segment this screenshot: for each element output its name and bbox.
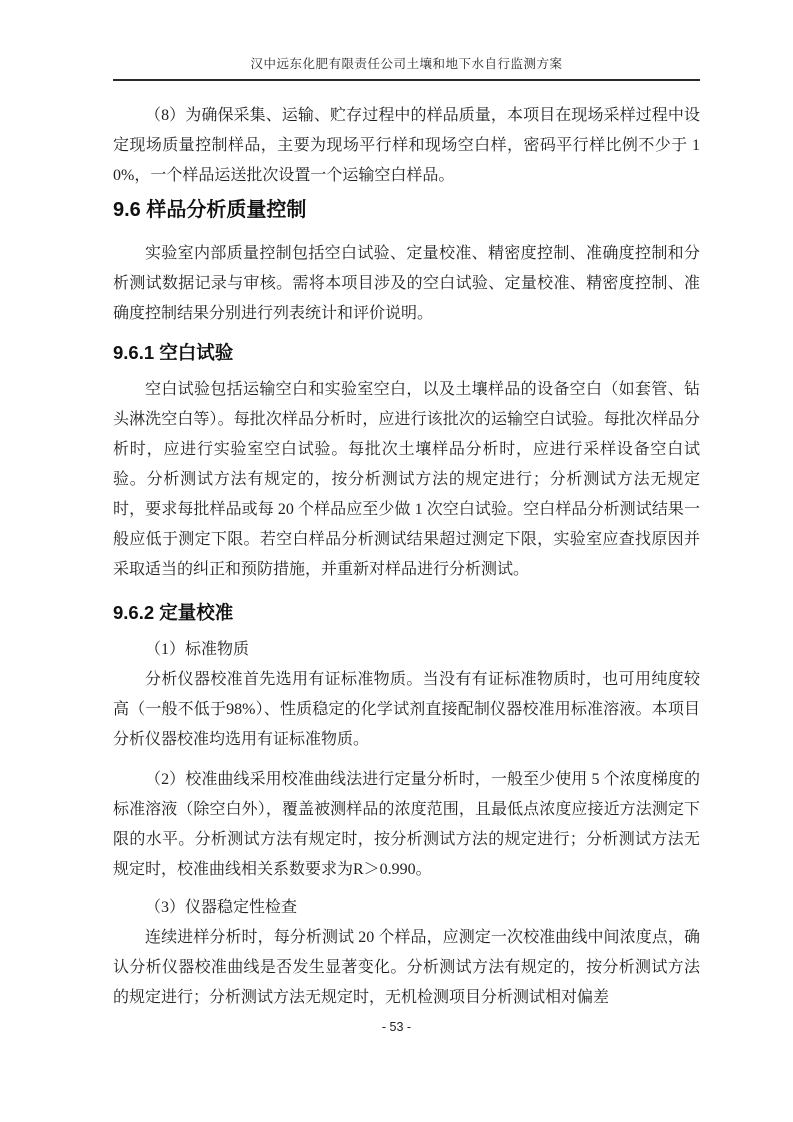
paragraph-item-8: （8）为确保采集、运输、贮存过程中的样品质量，本项目在现场采样过程中设定现场质量控制样品，主要为现场平行样和现场空白样，密码平行样比例不少于 10%，一个样品运送批次设置一个运输空白样品。 bbox=[113, 107, 700, 184]
paragraph-9-6-1: 空白试验包括运输空白和实验室空白，以及土壤样品的设备空白（如套管、钻头淋洗空白等）。每批次样品分析时，应进行该批次的运输空白试验。每批次样品分析时，应进行实验室空白试验。每批次土壤样品分析时，应进行采样设备空白试验。分析测试方法有规定的，按分析测试方法的规定进行；分析测试方法无规定时，要求每批样品或每 20 个样品应至少做 1 次空白试验。空白样品分析测试结果一般应低于测定下限。若空白样品分析测试结果超过测定下限，实验室应查找原因并采取适当的纠正和预防措施，并重新对样品进行分析测试。 bbox=[113, 381, 700, 578]
page-number: - 53 - bbox=[381, 1020, 412, 1034]
page-header bbox=[113, 0, 700, 81]
paragraph-9-6: 实验室内部质量控制包括空白试验、定量校准、精密度控制、准确度控制和分析测试数据记录与审核。需将本项目涉及的空白试验、定量校准、精密度控制、准确度控制结果分别进行列表统计和评价说明。 bbox=[113, 245, 700, 322]
paragraph-9-6-2-item1: 分析仪器校准首先选用有证标准物质。当没有有证标准物质时，也可用纯度较高（一般不低于98%）、性质稳定的化学试剂直接配制仪器校准用标准溶液。本项目分析仪器校准均选用有证标准物质。 bbox=[113, 671, 700, 748]
document-body bbox=[113, 101, 700, 1013]
header-title: 汉中远东化肥有限责任公司土壤和地下水自行监测方案 bbox=[250, 57, 563, 71]
paragraph-9-6-2-item2: （2）校准曲线采用校准曲线法进行定量分析时，一般至少使用 5 个浓度梯度的标准溶液（除空白外），覆盖被测样品的浓度范围，且最低点浓度应接近方法测定下限的水平。分析测试方法有规定时，按分析测试方法的规定进行；分析测试方法无规定时，校准曲线相关系数要求为R＞0.990。 bbox=[113, 771, 700, 878]
heading-9-6-1: 9.6.1 空白试验 bbox=[113, 342, 234, 363]
heading-9-6-2: 9.6.2 定量校准 bbox=[113, 602, 234, 623]
paragraph-9-6-2-item3: 连续进样分析时，每分析测试 20 个样品，应测定一次校准曲线中间浓度点，确认分析仪器校准曲线是否发生显著变化。分析测试方法有规定的，按分析测试方法的规定进行；分析测试方法无规定时，无机检测项目分析测试相对偏差 bbox=[113, 929, 700, 1006]
paragraph-9-6-2-item3-title: （3）仪器稳定性检查 bbox=[145, 899, 298, 916]
paragraph-9-6-2-item1-title: （1）标准物质 bbox=[145, 641, 250, 658]
page-footer bbox=[0, 1020, 793, 1034]
heading-9-6: 9.6 样品分析质量控制 bbox=[113, 199, 307, 221]
header-divider bbox=[113, 79, 700, 81]
